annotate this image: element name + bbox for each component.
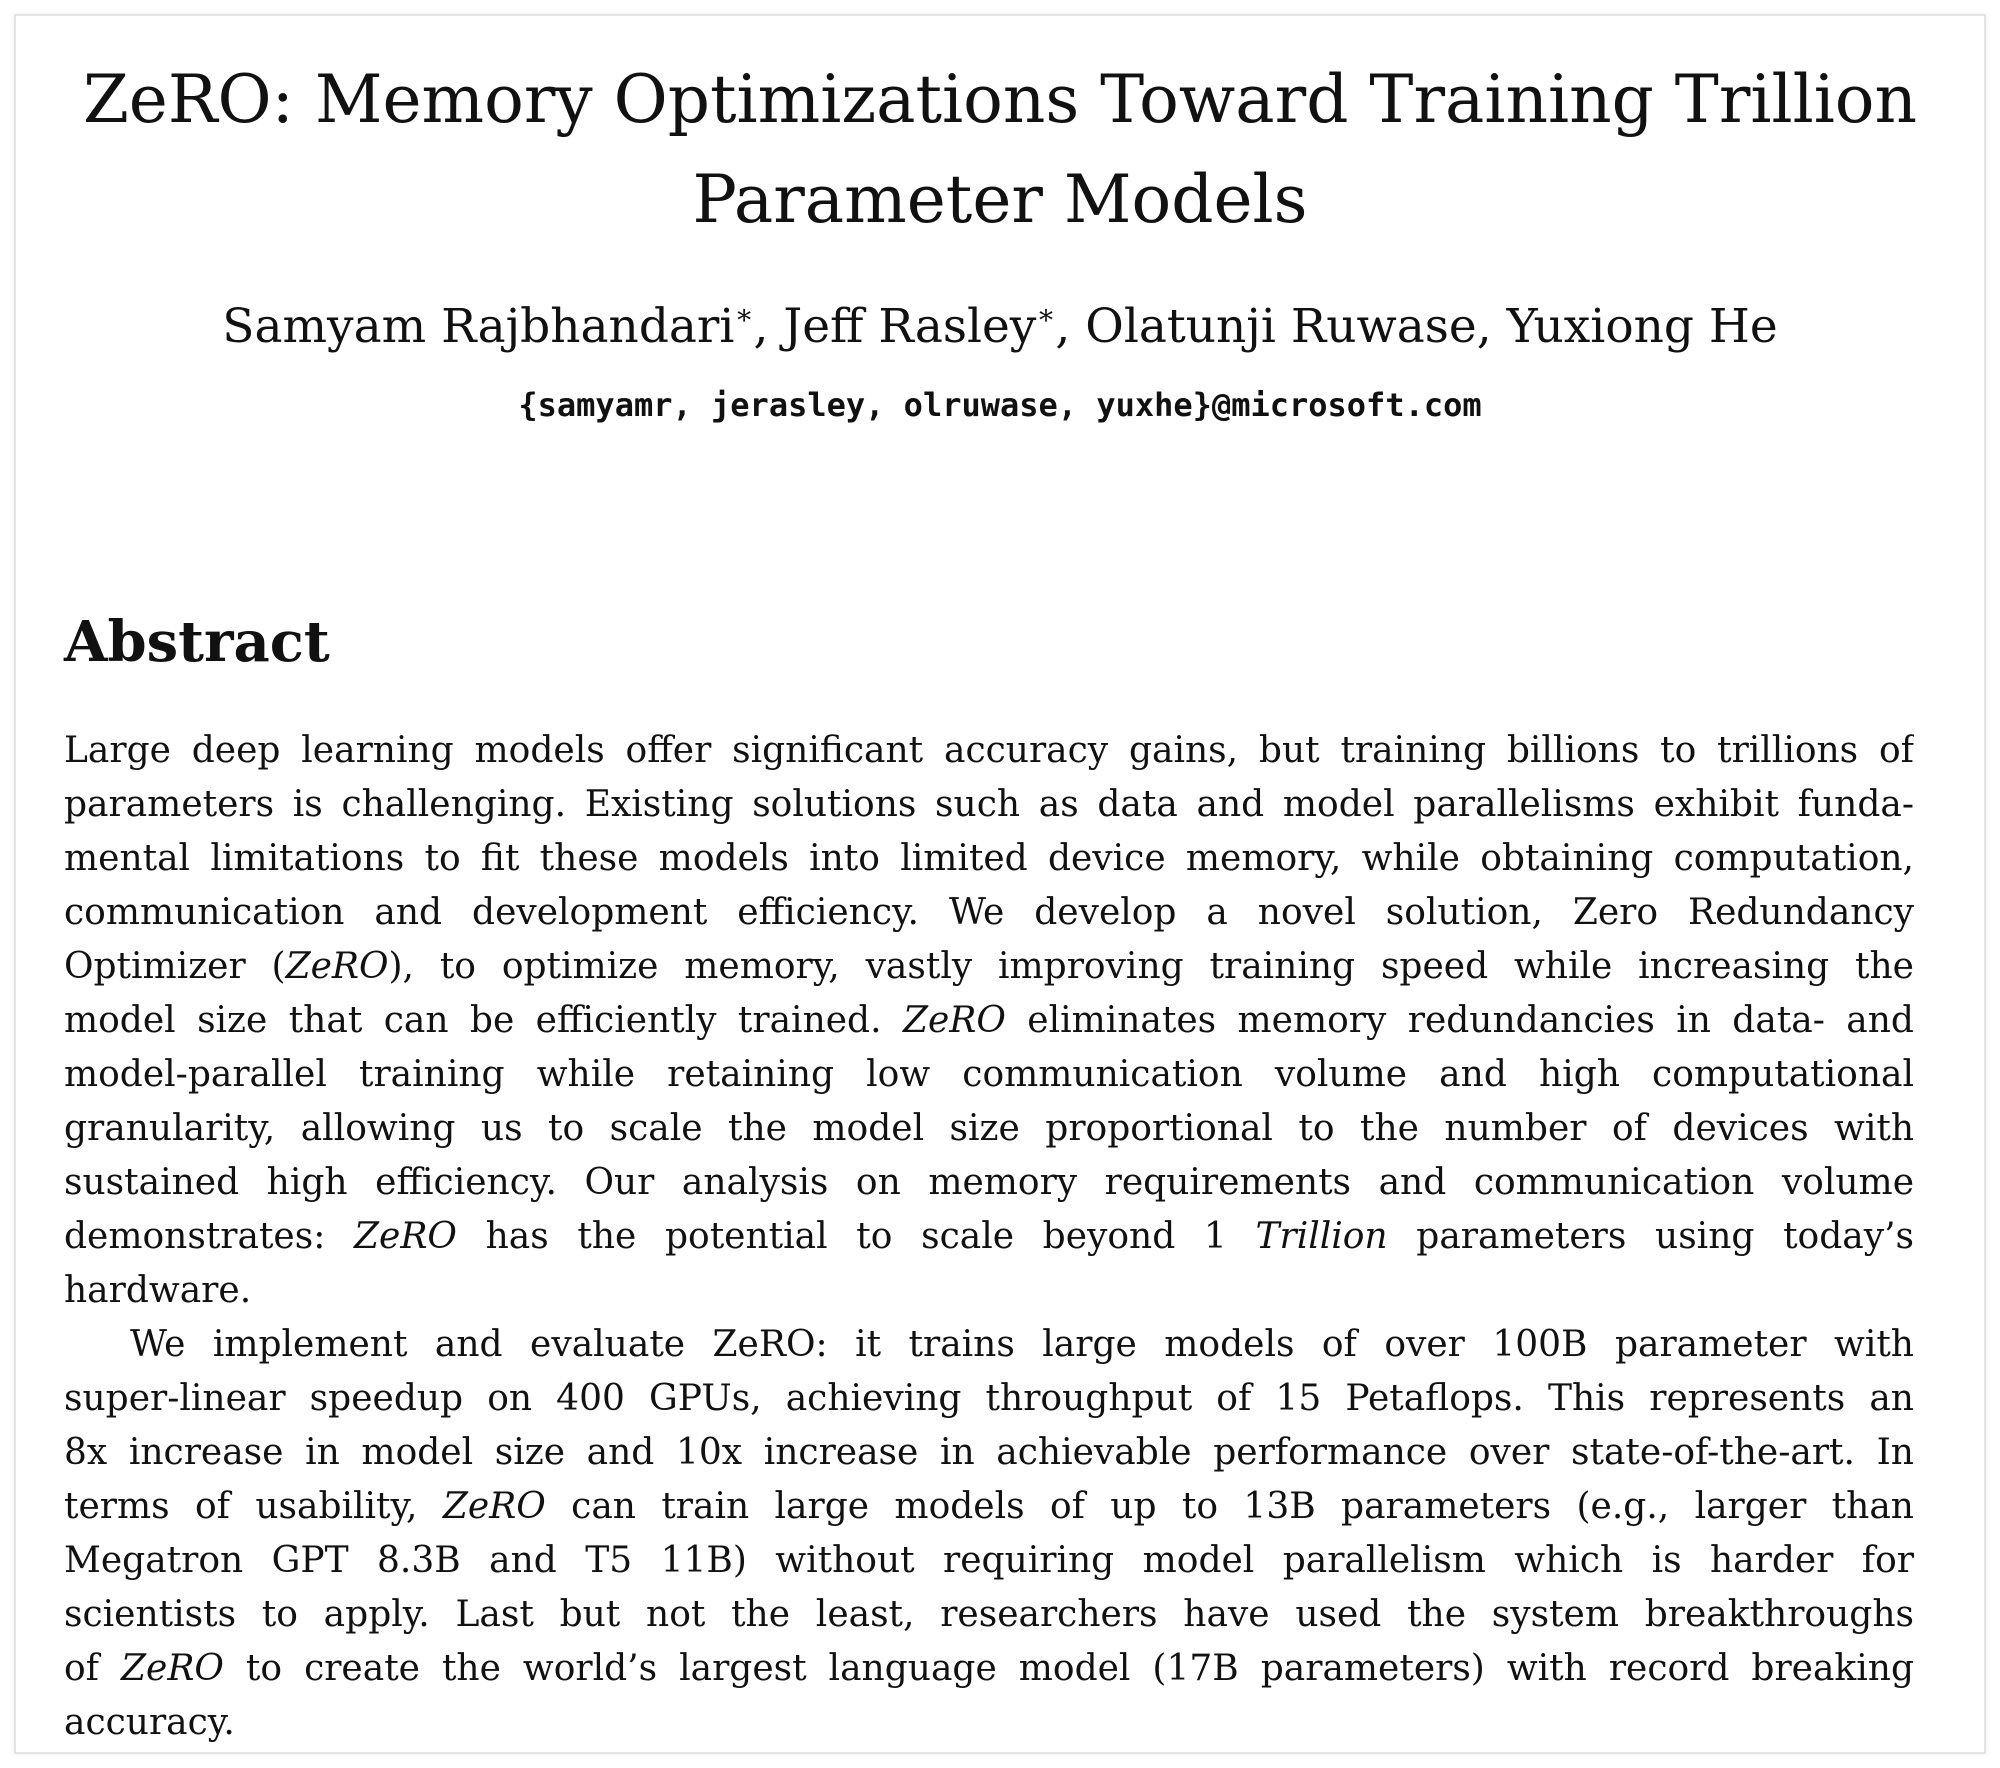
- abstract-emphasis: ZeRO: [902, 1000, 1006, 1041]
- equal-contribution-mark: ∗: [1036, 298, 1056, 331]
- abstract-text: Large deep learning models offer significant accuracy gains, but training billions to trillions of: [64, 730, 1914, 771]
- abstract-text: model size that can be efficiently trained.: [64, 1000, 903, 1041]
- abstract-line: [64, 1642, 1914, 1696]
- author-separator: ,: [1055, 299, 1086, 354]
- author-list: [56, 292, 1944, 362]
- equal-contribution-mark: ∗: [734, 298, 754, 331]
- abstract-text: to create the world’s largest language model (17B parameters) with record breaking: [223, 1648, 1914, 1689]
- author-name: Jeff Rasley: [783, 299, 1037, 354]
- abstract-emphasis: ZeRO: [121, 1648, 224, 1689]
- abstract-text: demonstrates:: [64, 1216, 354, 1257]
- abstract-heading: Abstract: [64, 609, 330, 675]
- abstract-line: [64, 1696, 1914, 1750]
- abstract-line: [64, 1048, 1914, 1102]
- abstract-text: has the potential to scale beyond 1: [456, 1216, 1256, 1257]
- abstract-line: [64, 1426, 1914, 1480]
- abstract-text: We implement and evaluate ZeRO: it trains large models of over 100B parameter with: [130, 1324, 1914, 1365]
- abstract-line: [64, 1534, 1914, 1588]
- abstract-line: [64, 724, 1914, 778]
- author-emails: {samyamr, jerasley, olruwase, yuxhe}@microsoft.com: [518, 386, 1482, 424]
- abstract-text: parameters is challenging. Existing solutions such as data and model parallelisms exhibit funda-: [64, 784, 1914, 825]
- abstract-line: [64, 1156, 1914, 1210]
- abstract-text: model-parallel training while retaining low communication volume and high computational: [64, 1054, 1914, 1095]
- abstract-line: [64, 832, 1914, 886]
- abstract-text: granularity, allowing us to scale the model size proportional to the number of devices with: [64, 1108, 1914, 1149]
- abstract-emphasis: ZeRO: [285, 946, 389, 987]
- abstract-line: [64, 994, 1914, 1048]
- paper-page: [14, 14, 1986, 1754]
- abstract-text: can train large models of up to 13B parameters (e.g., larger than: [545, 1486, 1914, 1527]
- abstract-line: [64, 1372, 1914, 1426]
- abstract-text: Megatron GPT 8.3B and T5 11B) without requiring model parallelism which is harder for: [64, 1540, 1914, 1581]
- abstract-line: [64, 1480, 1914, 1534]
- abstract-text: sustained high efficiency. Our analysis on memory requirements and communication volume: [64, 1162, 1914, 1203]
- abstract-line: [64, 886, 1914, 940]
- abstract-line: [64, 778, 1914, 832]
- abstract-emphasis: Trillion: [1255, 1216, 1388, 1257]
- author-separator: ,: [1476, 299, 1507, 354]
- abstract-text: communication and development efficiency. We develop a novel solution, Zero Redundancy: [64, 892, 1914, 933]
- abstract-body: [64, 724, 1914, 1750]
- abstract-emphasis: ZeRO: [354, 1216, 457, 1257]
- abstract-text: parameters using today’s: [1387, 1216, 1914, 1257]
- abstract-text: mental limitations to fit these models into limited device memory, while obtaining computation,: [64, 838, 1914, 879]
- abstract-text: scientists to apply. Last but not the least, researchers have used the system breakthroughs: [64, 1594, 1914, 1635]
- abstract-line: [64, 1210, 1914, 1264]
- abstract-text: ), to optimize memory, vastly improving training speed while increasing the: [388, 946, 1914, 987]
- paper-title: ZeRO: Memory Optimizations Toward Training Trillion Parameter Models: [82, 61, 1918, 238]
- abstract-text: hardware.: [64, 1270, 252, 1311]
- abstract-text: eliminates memory redundancies in data- and: [1005, 1000, 1914, 1041]
- abstract-line: [64, 1102, 1914, 1156]
- abstract-text: 8x increase in model size and 10x increase in achievable performance over state-of-the-art. In: [64, 1432, 1914, 1473]
- author-separator: ,: [753, 299, 784, 354]
- abstract-text: accuracy.: [64, 1702, 235, 1743]
- abstract-emphasis: ZeRO: [442, 1486, 546, 1527]
- abstract-line: [64, 1588, 1914, 1642]
- author-name: Olatunji Ruwase: [1085, 299, 1477, 354]
- abstract-text: of: [64, 1648, 121, 1689]
- abstract-line: [64, 1318, 1914, 1372]
- abstract-text: terms of usability,: [64, 1486, 443, 1527]
- abstract-line: [64, 1264, 1914, 1318]
- abstract-line: [64, 940, 1914, 994]
- author-name: Yuxiong He: [1506, 299, 1778, 354]
- abstract-text: super-linear speedup on 400 GPUs, achieving throughput of 15 Petaflops. This represents an: [64, 1378, 1914, 1419]
- abstract-text: Optimizer (: [64, 946, 286, 987]
- author-name: Samyam Rajbhandari: [222, 299, 735, 354]
